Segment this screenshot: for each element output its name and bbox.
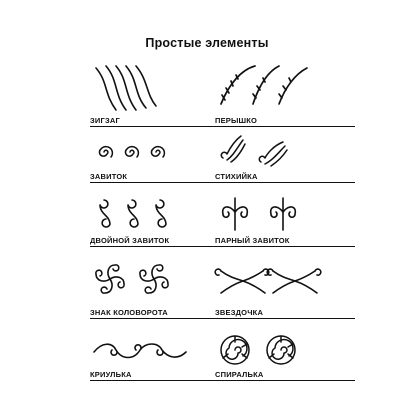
- element-feather: [215, 60, 355, 130]
- element-stikhiyka: [215, 130, 355, 185]
- element-kolovrat: [90, 255, 230, 320]
- element-curl: [90, 130, 230, 185]
- element-label: ЗИГЗАГ: [90, 116, 230, 127]
- element-label: ЗНАК КОЛОВОРОТА: [90, 308, 230, 319]
- element-label: ЗВЕЗДОЧКА: [215, 308, 355, 319]
- comma-strokes-icon: [215, 130, 355, 175]
- element-label: СПИРАЛЬКА: [215, 370, 355, 381]
- element-label: КРИУЛЬКА: [90, 370, 230, 381]
- asterisk-curls-icon: [215, 255, 355, 307]
- element-double-curl: [90, 190, 230, 250]
- element-label: ЗАВИТОК: [90, 172, 230, 183]
- element-wiggle: [90, 330, 230, 390]
- element-label: ПАРНЫЙ ЗАВИТОК: [215, 236, 355, 247]
- shell-spirals-icon: [215, 330, 355, 374]
- spiral-curls-icon: [90, 130, 230, 175]
- parallel-wavy-strokes-icon: [90, 60, 230, 116]
- element-zigzag: [90, 60, 230, 130]
- element-label: ПЕРЫШКО: [215, 116, 355, 127]
- element-label: ДВОЙНОЙ ЗАВИТОК: [90, 236, 230, 247]
- element-label: СТИХИЙКА: [215, 172, 355, 183]
- element-paired-curl: [215, 190, 355, 250]
- mirrored-curls-icon: [215, 190, 355, 238]
- s-curls-icon: [90, 190, 230, 238]
- element-spiral: [215, 330, 355, 390]
- kolovrat-sign-icon: [90, 255, 230, 307]
- wave-line-icon: [90, 330, 230, 374]
- feather-strokes-icon: [215, 60, 355, 116]
- element-star: [215, 255, 355, 320]
- page-title: Простые элементы: [145, 36, 269, 50]
